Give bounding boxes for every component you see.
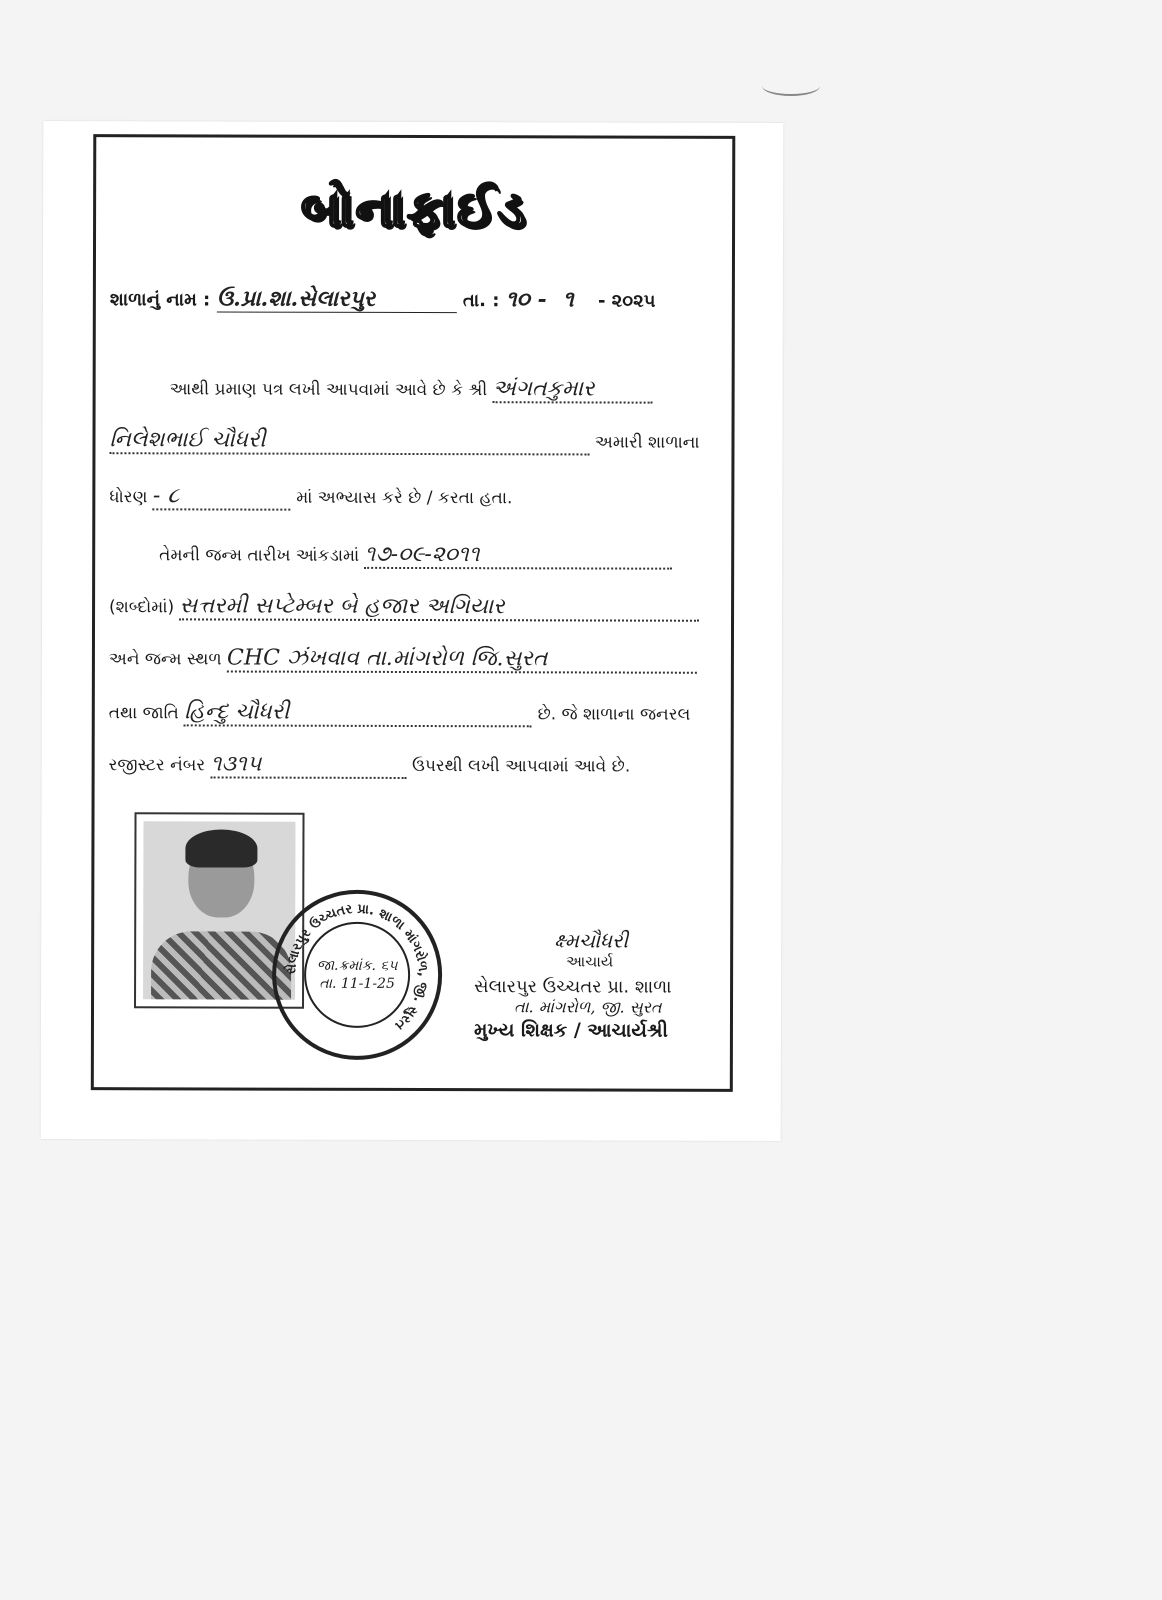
photo-shirt	[151, 931, 291, 999]
date-month: ૧	[562, 286, 574, 313]
caste-line	[109, 699, 717, 728]
seal-center	[304, 922, 410, 1028]
signature-place: તા. માંગરોળ, જી. સુરત	[513, 997, 662, 1017]
scanned-page	[41, 121, 784, 1141]
register-value: ૧૩૧૫	[211, 751, 407, 779]
student-first-name: અંગતકુમાર	[493, 376, 653, 403]
birthplace-value: CHC ઝંખવાવ તા.માંગરોળ જિ.સુરત	[227, 646, 697, 674]
standard-label: ધોરણ	[109, 487, 148, 508]
seal-number: જા.ક્રમાંક. ૬૫	[316, 957, 398, 974]
photo-hair	[185, 829, 257, 867]
date-label: તા. :	[462, 290, 500, 312]
line1-prefix: આથી પ્રમાણ પત્ર લખી આપવામાં આવે છે કે શ્રી	[169, 379, 488, 401]
signature-school: સેલારપુર ઉચ્ચતર પ્રા. શાળા	[474, 976, 672, 998]
bonafide-certificate	[91, 134, 736, 1092]
register-label: રજીસ્ટર નંબર	[108, 755, 206, 776]
register-suffix: ઉપરથી લખી આપવામાં આવે છે.	[411, 756, 631, 777]
seal-ring-label: સેલારપુર ઉચ્ચતર પ્રા. શાળા માંગરોળ, જી. સુરત	[283, 901, 431, 1033]
standard-line	[109, 483, 717, 512]
pen-mark	[762, 76, 820, 96]
dob-words-line	[109, 593, 717, 622]
certificate-line-1	[170, 375, 718, 403]
dob-words-value: સત્તરમી સપ્ટેમ્બર બે હજાર અગિયાર	[180, 593, 700, 621]
certificate-heading: બોનાફાઈડ	[300, 179, 528, 239]
line2-suffix: અમારી શાળાના	[594, 432, 700, 453]
seal-date: તા. 11-1-25	[319, 975, 395, 992]
signature-role: આચાર્ય	[566, 952, 614, 971]
dob-figures-line	[159, 541, 717, 569]
caste-suffix: છે. જે શાળાના જનરલ	[537, 704, 691, 725]
dob-words-label: (શબ્દોમાં)	[109, 597, 175, 618]
date-day: ૧૦ -	[505, 286, 547, 313]
school-seal-stamp	[272, 890, 442, 1060]
standard-suffix: માં અભ્યાસ કરે છે / કરતા હતા.	[296, 487, 513, 509]
school-label: શાળાનું નામ :	[109, 289, 211, 311]
dob-label: તેમની જન્મ તારીખ આંકડામાં	[159, 545, 360, 566]
register-line	[109, 751, 717, 780]
caste-value: હિન્દુ ચૌધરી	[184, 699, 532, 727]
dob-value: ૧૭-૦૯-૨૦૧૧	[365, 542, 673, 570]
caste-label: તથા જાતિ	[108, 703, 179, 724]
principal-signature: ક્ષ્મચૌધરી	[554, 928, 629, 953]
birthplace-line	[109, 645, 717, 674]
school-name: ઉ.પ્રા.શા.સેલારપુર	[217, 285, 457, 313]
signature-block	[474, 928, 724, 1042]
birthplace-label: અને જન્મ સ્થળ	[108, 649, 222, 670]
certificate-line-2	[109, 427, 717, 456]
student-rest-name: નિલેશભાઈ ચૌધરી	[109, 427, 589, 455]
school-row	[110, 285, 718, 314]
date-year: - ૨૦૨૫	[597, 290, 656, 312]
signature-title: મુખ્ય શિક્ષક / આચાર્યશ્રી	[473, 1019, 668, 1042]
standard-value: - ૮	[153, 483, 291, 510]
